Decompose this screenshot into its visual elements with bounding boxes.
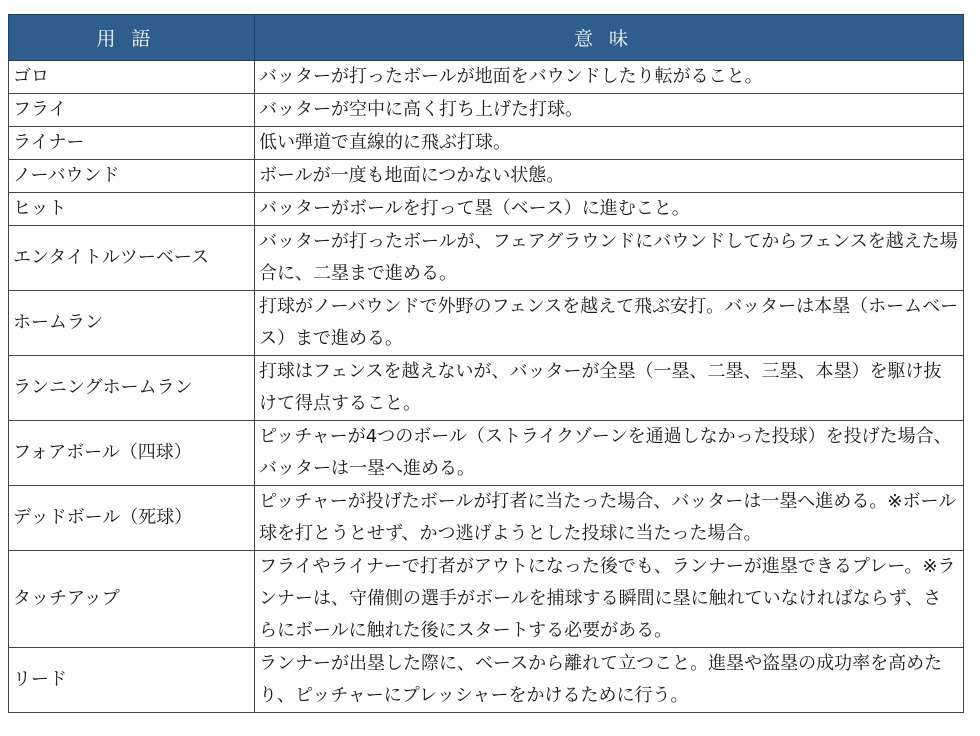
- term-cell: ノーバウンド: [9, 160, 255, 193]
- term-cell: フライ: [9, 94, 255, 127]
- table-row: [9, 127, 964, 160]
- table-row: [9, 61, 964, 94]
- meaning-cell: 低い弾道で直線的に飛ぶ打球。: [255, 127, 964, 160]
- header-meaning: 意味: [255, 15, 964, 61]
- header-term: 用語: [9, 15, 255, 61]
- meaning-cell: 打球がノーバウンドで外野のフェンスを越えて飛ぶ安打。バッターは本塁（ホームベース）まで進める。: [255, 291, 964, 356]
- term-cell: ゴロ: [9, 61, 255, 94]
- term-cell: エンタイトルツーベース: [9, 226, 255, 291]
- table-row: [9, 226, 964, 291]
- term-cell: デッドボール（死球）: [9, 486, 255, 551]
- table-row: [9, 94, 964, 127]
- term-cell: ライナー: [9, 127, 255, 160]
- header-row: [9, 15, 964, 61]
- table-row: [9, 193, 964, 226]
- term-cell: リード: [9, 648, 255, 713]
- meaning-cell: バッターがボールを打って塁（ベース）に進むこと。: [255, 193, 964, 226]
- table-row: [9, 648, 964, 713]
- term-cell: フォアボール（四球）: [9, 421, 255, 486]
- meaning-cell: ランナーが出塁した際に、ベースから離れて立つこと。進塁や盗塁の成功率を高めたり、ピッチャーにプレッシャーをかけるために行う。: [255, 648, 964, 713]
- meaning-cell: ボールが一度も地面につかない状態。: [255, 160, 964, 193]
- table-row: [9, 421, 964, 486]
- table-row: [9, 356, 964, 421]
- table-row: [9, 551, 964, 648]
- meaning-cell: ピッチャーが4つのボール（ストライクゾーンを通過しなかった投球）を投げた場合、バッターは一塁へ進める。: [255, 421, 964, 486]
- term-cell: ホームラン: [9, 291, 255, 356]
- meaning-cell: フライやライナーで打者がアウトになった後でも、ランナーが進塁できるプレー。※ランナーは、守備側の選手がボールを捕球する瞬間に塁に触れていなければならず、さらにボールに触れた後にスタートする必要がある。: [255, 551, 964, 648]
- term-cell: タッチアップ: [9, 551, 255, 648]
- table-row: [9, 291, 964, 356]
- table-row: [9, 160, 964, 193]
- meaning-cell: 打球はフェンスを越えないが、バッターが全塁（一塁、二塁、三塁、本塁）を駆け抜けて得点すること。: [255, 356, 964, 421]
- meaning-cell: バッターが空中に高く打ち上げた打球。: [255, 94, 964, 127]
- term-cell: ランニングホームラン: [9, 356, 255, 421]
- table-row: [9, 486, 964, 551]
- meaning-cell: バッターが打ったボールが、フェアグラウンドにバウンドしてからフェンスを越えた場合に、二塁まで進める。: [255, 226, 964, 291]
- term-cell: ヒット: [9, 193, 255, 226]
- meaning-cell: バッターが打ったボールが地面をバウンドしたり転がること。: [255, 61, 964, 94]
- meaning-cell: ピッチャーが投げたボールが打者に当たった場合、バッターは一塁へ進める。※ボール球を打とうとせず、かつ逃げようとした投球に当たった場合。: [255, 486, 964, 551]
- glossary-table: [8, 14, 964, 713]
